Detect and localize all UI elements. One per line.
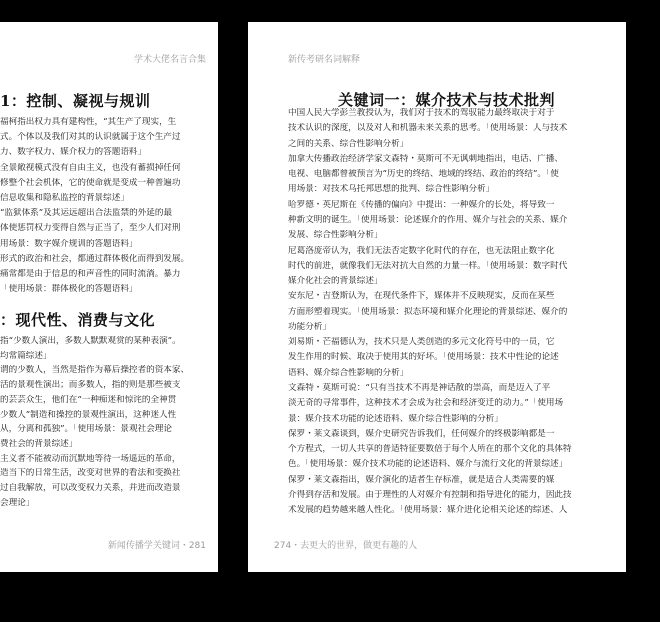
text-line: 个方程式，一切人共享的普适特征要数倍于每个人所在的那个文化的具体特 <box>288 444 572 455</box>
text-line: “监狱体系”及其运远超出合法监禁的外延的最 <box>0 208 173 219</box>
text-line: 式。个体以及我们对其的认识就属于这个生产过 <box>0 132 181 143</box>
text-line: 景：媒介技术功能的论述语料、媒介综合性影响的分析」 <box>288 413 503 424</box>
right-running-head: 新传考研名词解释 <box>288 55 361 65</box>
text-line: 媒介化社会的背景综述」 <box>288 276 383 287</box>
text-line: 用场景：数字媒介规训的答题语料」 <box>0 238 138 249</box>
text-line: 保罗・莱文森指出，媒介演化的适者生存标准，就是适合人类需要的媒 <box>288 474 555 485</box>
text-line: 造当下的日常生活，改变对世界的看法和变换社 <box>0 468 181 479</box>
text-line: 术发展的趋势越来越人性化。「使用场景：媒介进化论相关论述的综述、人 <box>288 505 568 516</box>
text-line: 方面形塑着现实。「使用场景：拟态环境和媒介化理论的背景综述、媒介的 <box>288 306 568 317</box>
text-line: 的芸芸众生，他们在“一种痴迷和惊诧的全神贯 <box>0 394 177 405</box>
text-line: 保罗・莱文森谈到，媒介史研究告诉我们，任何媒介的终极影响都是一 <box>288 428 555 439</box>
text-line: 活的景观性演出；而多数人，指的则是那些被支 <box>0 380 181 391</box>
text-line: 种新文明的诞生。「使用场景：论述媒介的作用、媒介与社会的关系、媒介 <box>288 214 568 225</box>
text-line: 形式的政治和社会，都通过群体极化而得到发展。 <box>0 253 190 264</box>
left-heading-2: ：现代性、消费与文化 <box>0 311 156 329</box>
text-line: 介得到存活和发展。由于理性的人对媒介有控制和指导进化的能力，因此技 <box>288 490 572 500</box>
text-line: 发生作用的时候、取决于使用其的好坏。「使用场景：技术中性论的论述 <box>288 352 559 363</box>
right-page-footer: 274・去更大的世界，做更有趣的人 <box>274 541 418 551</box>
text-line: 语料、媒介综合性影响的分析」 <box>288 367 409 378</box>
right-page <box>248 22 626 572</box>
text-line: 时代的前进，就像我们无法对抗大自然的力量一样。「使用场景：数字时代 <box>288 260 568 271</box>
text-line: 体使惩罚权力变得自然与正当了，至少人们对刑 <box>0 223 181 234</box>
text-line: 痛常都是由于信息的和声音性的同时流淌。暴力 <box>0 269 181 279</box>
text-line: 修整个社会机体，它的使命就是变成一种普遍功 <box>0 177 181 188</box>
text-line: 从，分离和孤独”。「使用场景：景观社会理论 <box>0 424 172 435</box>
text-line: 刘易斯・芒福德认为，技术只是人类创造的多元文化符号中的一员，它 <box>288 337 555 348</box>
text-line: 会理论」 <box>0 497 35 508</box>
text-line: 哈罗德・英尼斯在《传播的偏向》中提出：一种媒介的长处，将导致一 <box>288 199 555 210</box>
text-line: 主义者不能被动而沉默地等待一场遥远的革命， <box>0 453 181 464</box>
left-page-footer: 新闻传播学关键词・281 <box>107 541 206 551</box>
text-line: 中国人民大学彭兰教授认为，我们对于技术的驾驭能力最终取决于对于 <box>288 108 555 118</box>
text-line: 过自我解放，可以改变权力关系，并进而改造景 <box>0 483 181 493</box>
text-line: 淡无奇的寻常事件，这种技术才会成为社会和经济变迁的动力。”「使用场 <box>288 398 564 409</box>
text-line: 发展、综合性影响分析」 <box>288 230 383 241</box>
text-line: 均常篇综述」 <box>0 350 52 361</box>
text-line: 色。「使用场景：媒介技术功能的论述语料、媒介与流行文化的背景综述」 <box>288 459 568 470</box>
text-line: 福柯指出权力具有建构性，“其生产了现实，生 <box>0 117 177 127</box>
left-page <box>0 22 218 572</box>
text-line: 少数人”制造和操控的景观性演出，这种迷人性 <box>0 409 177 420</box>
text-line: 加拿大传播政治经济学家文森特・莫斯可不无讽刺地指出，电话、广播、 <box>288 153 564 164</box>
text-line: 技术认识的深度，以及对人和机器未来关系的思考。「使用场景：人与技术 <box>288 123 568 134</box>
text-line: 安东尼・吉登斯认为，在现代条件下，媒体并不反映现实，反而在某些 <box>288 291 555 302</box>
text-line: 用场景：对技术乌托邦思想的批判、综合性影响分析」 <box>288 184 495 195</box>
text-line: 尼葛洛庞帝认为，我们无法否定数字化时代的存在，也无法阻止数字化 <box>288 245 555 256</box>
text-line: 谓的少数人，当然是指作为幕后操控者的资本家、 <box>0 365 190 376</box>
text-line: 指“少数人演出，多数人默默观赏的某种表演”。 <box>0 336 181 346</box>
text-line: 之间的关系、综合性影响分析」 <box>288 138 409 149</box>
text-line: 全景敞视模式没有自由主义，也没有蓄损掉任何 <box>0 162 181 173</box>
text-line: 力、数字权力、媒介权力的答题语料」 <box>0 147 147 158</box>
right-heading: 关键词一：媒介技术与技术批判 <box>338 91 556 109</box>
left-heading-1: 1：控制、凝视与规训 <box>0 92 151 110</box>
text-line: 费社会的背景综述」 <box>0 438 78 449</box>
text-line: 电视、电脑都曾被预言为“历史的终结、地域的终结、政治的终结”。「使 <box>288 169 559 180</box>
left-running-head: 学术大佬名言合集 <box>133 55 206 65</box>
text-line: 信息收集和隐私监控的背景综述」 <box>0 193 129 203</box>
text-line: 文森特・莫斯可说：“只有当技术不再是神话散的崇高，而是迈入了平 <box>288 383 551 394</box>
text-line: 功能分析」 <box>288 321 331 332</box>
text-line: 「使用场景：群体极化的答题语料」 <box>0 284 138 295</box>
